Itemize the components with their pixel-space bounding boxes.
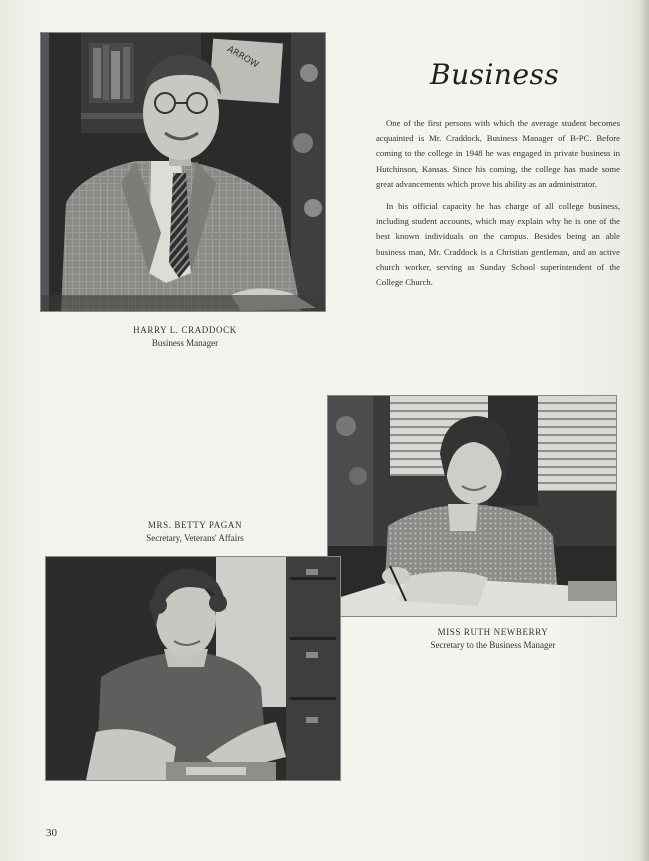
photo-betty-pagan <box>46 557 340 780</box>
article-paragraph: In his official capacity he has charge of all college business, including student accounts, which may explain why he is one of the best known individuals on the campus. Besides being an able business man, Mr. Craddock is a Christian gentleman, and an active church worker, serving as Sunday School superintendent of the College Church. <box>376 201 620 288</box>
caption-name: HARRY L. CRADDOCK <box>133 325 237 335</box>
caption-role: Secretary to the Business Manager <box>430 640 556 650</box>
photo-ruth-newberry <box>328 396 616 616</box>
photo-harry-craddock <box>41 33 325 311</box>
caption-role: Secretary, Veterans' Affairs <box>146 533 244 543</box>
caption-ruth-newberry <box>398 626 588 652</box>
page-title: Business <box>430 58 560 91</box>
page-number: 30 <box>46 827 57 839</box>
caption-name: MISS RUTH NEWBERRY <box>437 627 549 637</box>
caption-name: MRS. BETTY PAGAN <box>147 520 243 530</box>
page-edge-shadow <box>639 0 649 861</box>
caption-betty-pagan <box>100 519 290 545</box>
poster-text: ARROW <box>225 44 261 71</box>
article-body <box>376 116 620 297</box>
article-paragraph: One of the first persons with which the average student becomes acquainted is Mr. Craddock, Business Manager of B-PC. Before coming to the college in 1948 he was engaged in private business in Hutchinson, Kansas. Since his coming, the college has made some great advancements which prove his ability as an administrator. <box>376 118 620 189</box>
caption-role: Business Manager <box>151 338 219 348</box>
caption-harry-craddock <box>100 324 270 350</box>
